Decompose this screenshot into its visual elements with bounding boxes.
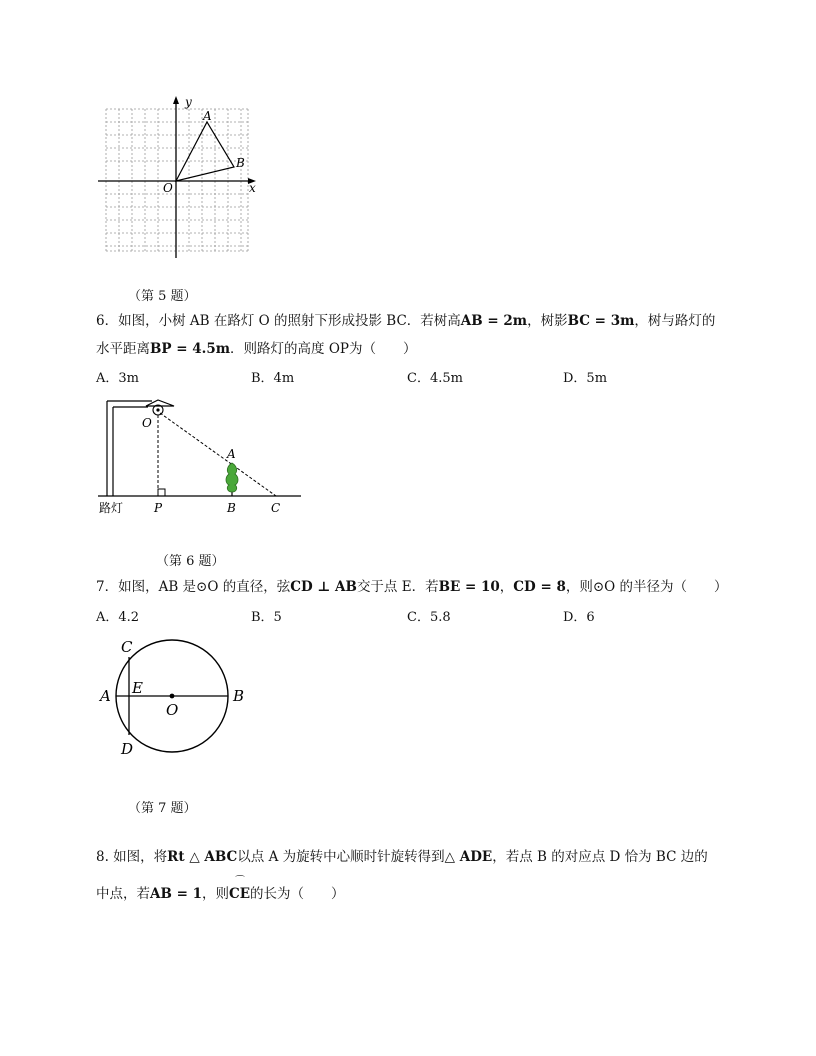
arc-ce-label: CE [229, 886, 251, 902]
question-7-text-part: ， [499, 579, 514, 595]
question-8-text-part: 8. 如图，将 [96, 849, 168, 865]
figure-5-caption: （第 5 题） [128, 289, 197, 304]
question-7-text-part: 交于点 E．若 [356, 579, 439, 595]
question-6-option-c[interactable]: C．4.5m [407, 371, 463, 386]
figure-7-caption: （第 7 题） [128, 801, 197, 816]
math-rt-triangle-abc: Rt △ ABC [167, 849, 238, 865]
figure-6-street-lamp [96, 395, 306, 520]
point-b-label: B [227, 501, 236, 515]
question-6-line-1 [96, 311, 715, 331]
point-a-label: A [203, 109, 212, 123]
axis-y-label: y [185, 95, 192, 109]
origin-label: O [163, 181, 173, 195]
question-8-line-2 [96, 876, 345, 904]
figure-6-caption: （第 6 题） [156, 554, 225, 569]
math-be-value: BE = 10 [438, 579, 500, 595]
axis-x-label: x [249, 181, 256, 195]
point-o-label: O [142, 416, 152, 430]
question-7-line-1 [96, 577, 728, 597]
figure-5-coordinate-grid [96, 94, 266, 260]
figure-7-circle [96, 635, 256, 763]
math-cd-perp-ab: CD ⊥ AB [290, 579, 357, 595]
question-7-option-b[interactable]: B．5 [251, 610, 282, 625]
question-6-option-b[interactable]: B．4m [251, 371, 295, 386]
point-c-label: C [271, 501, 281, 515]
math-triangle-ade: △ ADE [444, 849, 493, 865]
point-c-label: C [121, 638, 133, 656]
question-8-text-part: ，则 [202, 886, 229, 902]
math-ab-height: AB = 2m [460, 313, 528, 329]
question-8-text-part: ，若点 B 的对应点 D 恰为 BC 边的 [492, 849, 708, 865]
point-e-label: E [132, 679, 143, 697]
question-7-option-a[interactable]: A．4.2 [96, 610, 140, 625]
question-7-option-d[interactable]: D．6 [563, 610, 595, 625]
question-6-text-part: 6．如图，小树 AB 在路灯 O 的照射下形成投影 BC．若树高 [96, 313, 461, 329]
math-cd-value: CD = 8 [513, 579, 566, 595]
question-6-option-a[interactable]: A．3m [96, 371, 139, 386]
point-a-label: A [100, 687, 111, 705]
math-ab-value: AB = 1 [150, 886, 202, 902]
question-7-text-part: 7．如图，AB 是⊙O 的直径，弦 [96, 579, 291, 595]
question-7-option-c[interactable]: C．5.8 [407, 610, 451, 625]
question-8-line-1 [96, 847, 708, 867]
point-d-label: D [121, 740, 134, 758]
math-bp-distance: BP = 4.5m [150, 341, 231, 357]
point-p-label: P [154, 501, 163, 515]
math-arc-ce [229, 876, 251, 904]
question-6-text-part: ，树与路灯的 [634, 313, 716, 329]
street-lamp-label: 路灯 [99, 501, 124, 515]
question-6-line-2 [96, 339, 417, 359]
question-6-text-part: ．则路灯的高度 OP为（ ） [230, 341, 417, 357]
question-6-text-part: ，树影 [527, 313, 568, 329]
question-6-text-part: 水平距离 [96, 341, 150, 357]
point-b-label: B [236, 156, 245, 170]
question-6-option-d[interactable]: D．5m [563, 371, 608, 386]
point-b-label: B [233, 687, 245, 705]
question-8-text-part: 的长为（ ） [250, 886, 345, 902]
question-7-text-part: ，则⊙O 的半径为（ ） [565, 579, 728, 595]
point-o-label: O [166, 701, 179, 719]
point-a-label: A [227, 447, 236, 461]
math-bc-shadow: BC = 3m [567, 313, 635, 329]
arc-mark-icon: ⌒ [235, 876, 245, 887]
question-8-text-part: 中点，若 [96, 886, 150, 902]
question-8-text-part: 以点 A 为旋转中心顺时针旋转得到 [237, 849, 445, 865]
